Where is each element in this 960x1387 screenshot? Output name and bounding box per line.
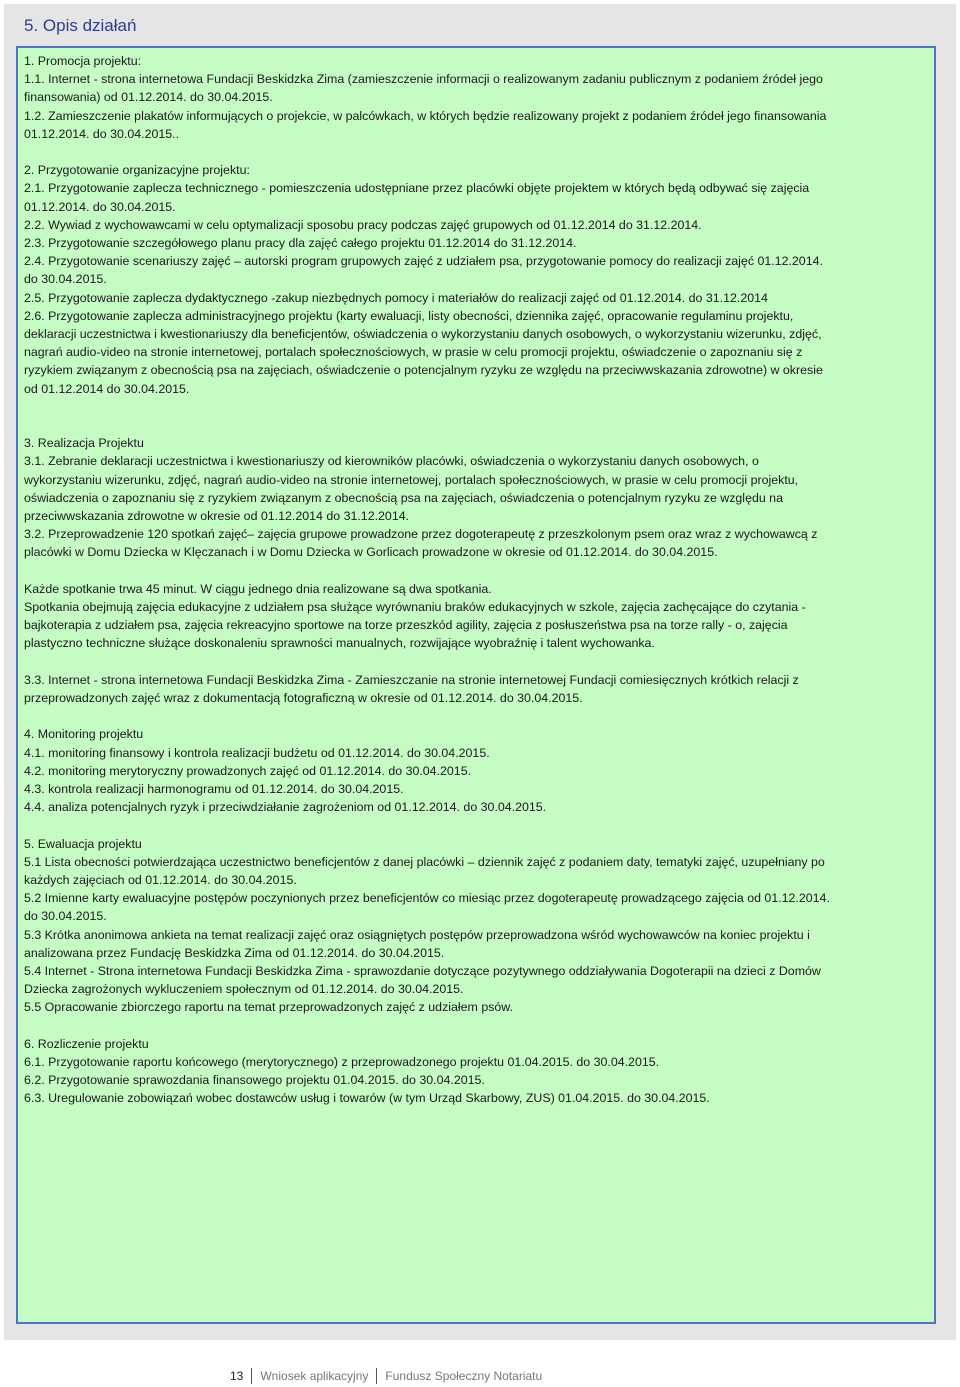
text-line: 5.4 Internet - Strona internetowa Fundacji Beskidzka Zima - sprawozdanie dotyczące pozytywnego oddziaływania Dogoterapii na dzieci z Domów bbox=[24, 964, 821, 979]
text-line: 5. Ewaluacja projektu bbox=[24, 836, 142, 851]
text-line: placówki w Domu Dziecka w Klęczanach i w Domu Dziecka w Gorlicach prowadzone w okresie od 01.12.2014. do 30.04.2015. bbox=[24, 545, 718, 560]
text-line: 01.12.2014. do 30.04.2015. bbox=[24, 199, 176, 214]
text-line: 4.1. monitoring finansowy i kontrola realizacji budżetu od 01.12.2014. do 30.04.2015. bbox=[24, 745, 490, 760]
text-line: 2.1. Przygotowanie zaplecza technicznego - pomieszczenia udostępniane przez placówki objęte projektem w których będą odbywać się zajęcia bbox=[24, 181, 810, 196]
text-line: 3. Realizacja Projektu bbox=[24, 436, 144, 451]
text-line: do 30.04.2015. bbox=[24, 909, 107, 924]
page-number: 13 bbox=[230, 1369, 244, 1383]
footer-organization-name: Fundusz Społeczny Notariatu bbox=[385, 1369, 543, 1383]
text-line: 3.3. Internet - strona internetowa Fundacji Beskidzka Zima - Zamieszczanie na stronie internetowej Fundacji comiesięcznych krótkich relacji z bbox=[24, 672, 799, 687]
text-line: finansowania) od 01.12.2014. do 30.04.2015. bbox=[24, 90, 273, 105]
section-heading: 5. Opis działań bbox=[24, 16, 137, 35]
text-line: 5.1 Lista obecności potwierdzająca uczestnictwo beneficjentów z danej placówki – dziennik zajęć z podaniem daty, tematyki zajęć, uzupełniany po bbox=[24, 854, 825, 869]
text-line: 6.2. Przygotowanie sprawozdania finansowego projektu 01.04.2015. do 30.04.2015. bbox=[24, 1073, 485, 1088]
text-line: Dziecka zagrożonych wykluczeniem społecznym od 01.12.2014. do 30.04.2015. bbox=[24, 982, 464, 997]
text-line: 6.1. Przygotowanie raportu końcowego (merytorycznego) z przeprowadzonego projektu 01.04.2015. do 30.04.2015. bbox=[24, 1055, 660, 1070]
text-line: przeciwwskazania zdrowotne w okresie od 01.12.2014 do 31.12.2014. bbox=[24, 509, 410, 524]
description-text bbox=[24, 52, 934, 1108]
text-line: 5.5 Opracowanie zbiorczego raportu na temat przeprowadzonych zajęć z udziałem psów. bbox=[24, 1000, 514, 1015]
text-line: 6.3. Uregulowanie zobowiązań wobec dostawców usług i towarów (w tym Urząd Skarbowy, ZUS) 01.04.2015. do 30.04.2015. bbox=[24, 1091, 710, 1106]
text-line: Każde spotkanie trwa 45 minut. W ciągu jednego dnia realizowane są dwa spotkania. bbox=[24, 581, 492, 596]
text-line: plastyczno techniczne służące doskonaleniu sprawności manualnych, rozwijające wyobraźnię i talent wychowanka. bbox=[24, 636, 655, 651]
text-line: przeprowadzonych zajęć wraz z dokumentacją fotograficzną w okresie od 01.12.2014. do 30.04.2015. bbox=[24, 691, 583, 706]
blank-line bbox=[24, 707, 934, 725]
text-line: 2.2. Wywiad z wychowawcami w celu optymalizacji sposobu pracy podczas zajęć grupowych od 01.12.2014 do 31.12.2014. bbox=[24, 217, 702, 232]
text-line: 2.6. Przygotowanie zaplecza administracyjnego projektu (karty ewaluacji, listy obecności, dziennika zajęć, opracowanie regulaminu projektu, bbox=[24, 308, 794, 323]
text-line: od 01.12.2014 do 30.04.2015. bbox=[24, 381, 190, 396]
text-line: 4.4. analiza potencjalnych ryzyk i przeciwdziałanie zagrożeniom od 01.12.2014. do 30.04.2015. bbox=[24, 800, 547, 815]
blank-line bbox=[24, 562, 934, 580]
text-line: ryzykiem związanym z obecnością psa na zajęciach, oświadczenie o potencjalnym ryzyku ze względu na przeciwwskazania zdrowotne) w okresie bbox=[24, 363, 823, 378]
text-line: Spotkania obejmują zajęcia edukacyjne z udziałem psa służące wyrównaniu braków edukacyjnych w szkole, zajęcia zachęcające do czytania - bbox=[24, 600, 806, 615]
text-line: 1. Promocja projektu: bbox=[24, 54, 142, 68]
text-line: 5.2 Imienne karty ewaluacyjne postępów poczynionych przez beneficjentów co miesiąc przez dogoterapeutę prowadzącego zajęcia od 01.12.2014. bbox=[24, 891, 830, 906]
blank-line bbox=[24, 653, 934, 671]
text-line: nagrań audio-video na stronie internetowej, portalach społecznościowych, w prasie w celu promocji projektu, oświadczenie o zapoznaniu się z bbox=[24, 345, 803, 360]
blank-line bbox=[24, 816, 934, 834]
text-line: 4.3. kontrola realizacji harmonogramu od 01.12.2014. do 30.04.2015. bbox=[24, 782, 404, 797]
blank-line bbox=[24, 1017, 934, 1035]
text-line: 3.1. Zebranie deklaracji uczestnictwa i kwestionariuszy od kierowników placówki, oświadczenia o wykorzystaniu danych osobowych, o bbox=[24, 454, 759, 469]
text-line: bajkoterapia z udziałem psa, zajęcia rekreacyjno sportowe na torze przeszkód agility, zajęcia z posłuszeństwa psa na torze rally - o, zajęcia bbox=[24, 618, 788, 633]
text-line: 01.12.2014. do 30.04.2015.. bbox=[24, 126, 180, 141]
text-line: analizowana przez Fundację Beskidzka Zima od 01.12.2014. do 30.04.2015. bbox=[24, 945, 445, 960]
text-line: oświadczenia o zapoznaniu się z ryzykiem związanym z obecnością psa na zajęciach, oświadczenia o potencjalnym ryzyku ze względu na bbox=[24, 490, 783, 505]
text-line: 4. Monitoring projektu bbox=[24, 727, 144, 742]
text-line: 2.4. Przygotowanie scenariuszy zajęć – autorski program grupowych zajęć z udziałem psa, przygotowanie pomocy do realizacji zajęć 01.12.2014. bbox=[24, 254, 823, 269]
text-line: 1.1. Internet - strona internetowa Fundacji Beskidzka Zima (zamieszczenie informacji o realizowanym zadaniu publicznym z podaniem źródeł jego bbox=[24, 72, 823, 87]
footer-divider bbox=[376, 1368, 377, 1384]
text-line: wykorzystaniu wizerunku, zdjęć, nagrań audio-video na stronie internetowej, portalach społecznościowych, w prasie w celu promocji projektu, bbox=[24, 472, 799, 487]
text-line: 3.2. Przeprowadzenie 120 spotkań zajęć– zajęcia grupowe prowadzone przez dogoterapeutę z przeszkolonym psem oraz wraz z wychowawcą z bbox=[24, 527, 818, 542]
footer-divider bbox=[251, 1368, 252, 1384]
text-line: 4.2. monitoring merytoryczny prowadzonych zajęć od 01.12.2014. do 30.04.2015. bbox=[24, 763, 472, 778]
page-footer bbox=[230, 1368, 542, 1384]
blank-line bbox=[24, 398, 934, 416]
text-line: 2.3. Przygotowanie szczegółowego planu pracy dla zajęć całego projektu 01.12.2014 do 31.12.2014. bbox=[24, 236, 577, 251]
text-line: każdych zajęciach od 01.12.2014. do 30.04.2015. bbox=[24, 873, 297, 888]
footer-document-name: Wniosek aplikacyjny bbox=[260, 1369, 369, 1383]
text-line: do 30.04.2015. bbox=[24, 272, 107, 287]
text-line: deklaracji uczestnictwa i kwestionariuszy dla beneficjentów, oświadczenia o wykorzystaniu danych osobowych, o wykorzystaniu wizerunku, zdjęć, bbox=[24, 327, 822, 342]
text-line: 6. Rozliczenie projektu bbox=[24, 1036, 149, 1051]
text-line: 2. Przygotowanie organizacyjne projektu: bbox=[24, 163, 250, 178]
text-line: 5.3 Krótka anonimowa ankieta na temat realizacji zajęć oraz osiągniętych postępów przeprowadzona wśród wychowawców na koniec projektu i bbox=[24, 927, 810, 942]
text-line: 2.5. Przygotowanie zaplecza dydaktycznego -zakup niezbędnych pomocy i materiałów do realizacji zajęć od 01.12.2014. do 31.12.2014 bbox=[24, 290, 768, 305]
blank-line bbox=[24, 143, 934, 161]
blank-line bbox=[24, 416, 934, 434]
text-line: 1.2. Zamieszczenie plakatów informujących o projekcie, w palcówkach, w których będzie realizowany projekt z podaniem źródeł jego finansowania bbox=[24, 108, 827, 123]
